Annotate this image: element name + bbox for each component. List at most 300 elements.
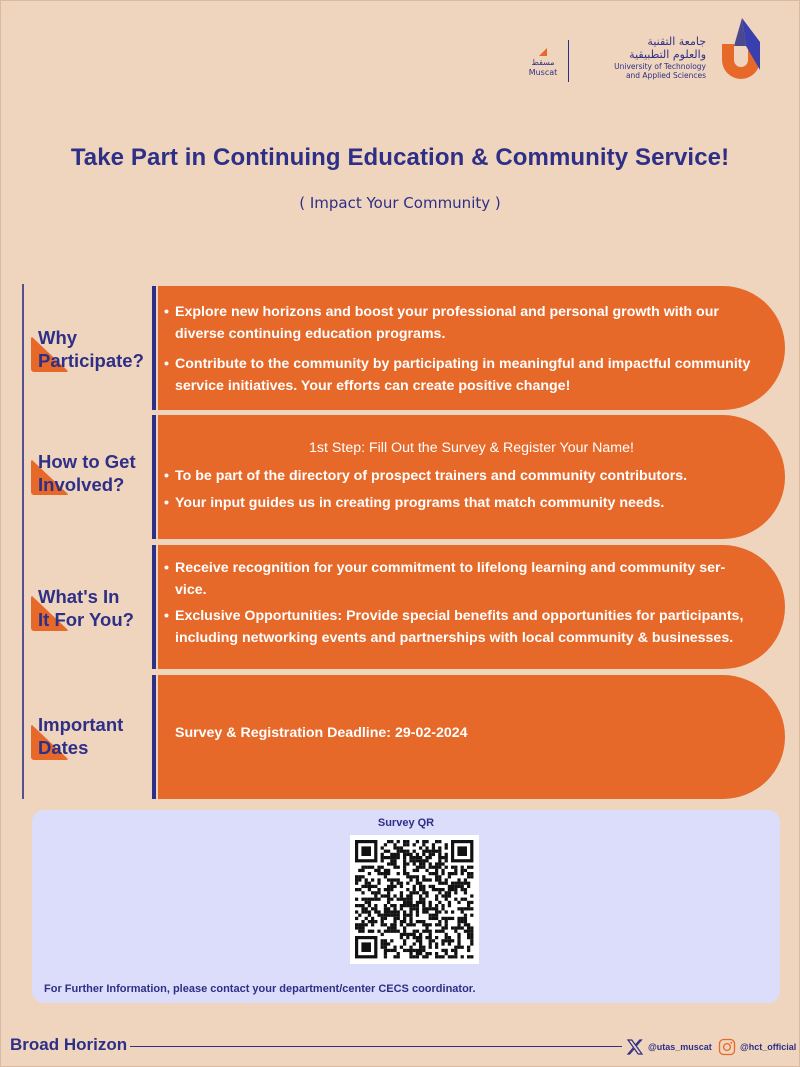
qr-module: [435, 917, 438, 920]
qr-module: [390, 930, 393, 933]
qr-module: [416, 853, 419, 856]
qr-module: [425, 936, 428, 939]
qr-module: [409, 933, 412, 936]
qr-module: [441, 894, 444, 897]
qr-module: [403, 930, 406, 933]
qr-module: [384, 856, 387, 859]
qr-module: [422, 840, 425, 843]
qr-module: [403, 910, 406, 913]
qr-module: [397, 898, 400, 901]
qr-module: [425, 923, 428, 926]
qr-module: [403, 840, 406, 843]
qr-module: [470, 942, 473, 945]
qr-module: [464, 888, 467, 891]
qr-module: [429, 933, 432, 936]
qr-module: [416, 904, 419, 907]
qr-module: [403, 843, 406, 846]
qr-module: [441, 907, 444, 910]
qr-module: [467, 949, 470, 952]
qr-module: [457, 901, 460, 904]
qr-module: [429, 862, 432, 865]
section-card: [158, 415, 785, 539]
qr-module: [461, 882, 464, 885]
qr-module: [403, 914, 406, 917]
qr-module: [457, 936, 460, 939]
qr-module: [432, 888, 435, 891]
qr-module: [355, 926, 358, 929]
qr-module: [355, 917, 358, 920]
qr-module: [429, 878, 432, 881]
qr-module: [377, 898, 380, 901]
qr-module: [425, 859, 428, 862]
survey-step-heading: 1st Step: Fill Out the Survey & Register Your Name!: [309, 440, 634, 456]
qr-module: [377, 866, 380, 869]
qr-module: [371, 891, 374, 894]
qr-module: [400, 894, 403, 897]
qr-module: [457, 946, 460, 949]
qr-module: [432, 914, 435, 917]
qr-module: [451, 939, 454, 942]
qr-module: [381, 917, 384, 920]
qr-module: [457, 917, 460, 920]
qr-module: [429, 885, 432, 888]
qr-module: [361, 942, 371, 952]
qr-module: [419, 898, 422, 901]
qr-module: [374, 898, 377, 901]
qr-module: [461, 869, 464, 872]
qr-module: [432, 907, 435, 910]
qr-module: [451, 888, 454, 891]
qr-module: [368, 920, 371, 923]
qr-module: [400, 936, 403, 939]
qr-module: [425, 952, 428, 955]
qr-module: [390, 949, 393, 952]
qr-module: [438, 888, 441, 891]
qr-module: [422, 843, 425, 846]
qr-module: [448, 872, 451, 875]
qr-module: [384, 875, 387, 878]
instagram-social-link[interactable]: [718, 1038, 796, 1056]
qr-module: [445, 898, 448, 901]
qr-module: [425, 891, 428, 894]
qr-module: [467, 955, 470, 958]
qr-module: [397, 840, 400, 843]
qr-module: [384, 869, 387, 872]
qr-module: [464, 869, 467, 872]
qr-module: [358, 875, 361, 878]
qr-module: [361, 866, 364, 869]
qr-module: [371, 878, 374, 881]
qr-module: [438, 866, 441, 869]
qr-module: [409, 952, 412, 955]
qr-module: [441, 949, 444, 952]
qr-module: [413, 907, 416, 910]
qr-module: [422, 946, 425, 949]
qr-module: [384, 910, 387, 913]
qr-module: [429, 907, 432, 910]
qr-module: [432, 872, 435, 875]
bullet-item: [164, 605, 759, 649]
qr-module: [461, 907, 464, 910]
qr-module: [368, 904, 371, 907]
qr-module: [384, 907, 387, 910]
qr-module: [429, 850, 432, 853]
qr-module: [435, 923, 438, 926]
qr-module: [445, 891, 448, 894]
qr-module: [387, 840, 390, 843]
contact-note: For Further Information, please contact your department/center CECS coordinator.: [44, 983, 476, 995]
qr-module: [422, 955, 425, 958]
section-label-line1: What's In: [38, 586, 120, 607]
qr-module: [435, 946, 438, 949]
qr-module: [390, 885, 393, 888]
qr-module: [371, 930, 374, 933]
qr-module: [429, 930, 432, 933]
qr-module: [387, 894, 390, 897]
qr-module: [445, 917, 448, 920]
qr-module: [397, 882, 400, 885]
qr-module: [416, 907, 419, 910]
qr-module: [393, 920, 396, 923]
qr-module: [416, 840, 419, 843]
qr-module: [406, 853, 409, 856]
qr-module: [384, 923, 387, 926]
qr-module: [416, 955, 419, 958]
qr-module: [416, 936, 419, 939]
qr-module: [365, 923, 368, 926]
qr-module: [384, 894, 387, 897]
qr-module: [361, 910, 364, 913]
qr-module: [361, 907, 364, 910]
qr-module: [368, 898, 371, 901]
section-label-line2: Participate?: [38, 350, 144, 371]
qr-module: [467, 904, 470, 907]
qr-module: [381, 939, 384, 942]
qr-module: [409, 894, 412, 897]
qr-module: [441, 917, 444, 920]
qr-module: [387, 856, 390, 859]
qr-module: [355, 875, 358, 878]
section-card: [158, 675, 785, 799]
qr-module: [445, 926, 448, 929]
section-label: [38, 450, 136, 496]
qr-module: [470, 872, 473, 875]
qr-module: [419, 882, 422, 885]
qr-module: [368, 930, 371, 933]
qr-module: [381, 946, 384, 949]
qr-module: [416, 882, 419, 885]
qr-module: [377, 888, 380, 891]
qr-module: [406, 904, 409, 907]
qr-module: [429, 939, 432, 942]
qr-module: [365, 898, 368, 901]
section-label: [38, 585, 134, 631]
qr-module: [368, 888, 371, 891]
qr-module: [419, 936, 422, 939]
qr-module: [445, 853, 448, 856]
qr-module: [374, 885, 377, 888]
qr-module: [451, 949, 454, 952]
qr-module: [445, 878, 448, 881]
qr-module: [422, 859, 425, 862]
bullet-line: Exclusive Opportunities: Provide special benefits and opportunities for participants,: [175, 608, 744, 624]
qr-module: [454, 926, 457, 929]
qr-module: [400, 891, 403, 894]
qr-module: [419, 846, 422, 849]
qr-module: [464, 898, 467, 901]
qr-module: [457, 926, 460, 929]
qr-module: [470, 901, 473, 904]
qr-module: [403, 862, 406, 865]
qr-module: [390, 888, 393, 891]
qr-module: [435, 894, 438, 897]
bullet-item: [164, 557, 759, 601]
x-logo-icon: [626, 1038, 644, 1056]
qr-module: [409, 946, 412, 949]
qr-module: [422, 910, 425, 913]
section-label-line2: It For You?: [38, 609, 134, 630]
qr-module: [454, 952, 457, 955]
qr-module: [445, 933, 448, 936]
survey-qr-code[interactable]: [350, 835, 479, 964]
qr-module: [432, 850, 435, 853]
qr-module: [445, 882, 448, 885]
bullet-line: including networking events and partnerships with local community & businesses.: [175, 630, 734, 646]
qr-module: [377, 869, 380, 872]
qr-module: [425, 910, 428, 913]
qr-module: [451, 882, 454, 885]
utas-emblem-icon: [716, 16, 766, 84]
qr-module: [390, 923, 393, 926]
qr-module: [358, 888, 361, 891]
qr-module: [441, 856, 444, 859]
qr-module: [416, 891, 419, 894]
qr-module: [422, 930, 425, 933]
qr-module: [413, 850, 416, 853]
qr-module: [422, 898, 425, 901]
qr-module: [470, 907, 473, 910]
qr-module: [397, 853, 400, 856]
qr-panel: [32, 810, 780, 1003]
qr-module: [422, 888, 425, 891]
qr-module: [422, 923, 425, 926]
qr-module: [425, 955, 428, 958]
qr-module: [422, 907, 425, 910]
qr-module: [397, 878, 400, 881]
qr-module: [361, 920, 364, 923]
qr-module: [457, 907, 460, 910]
qr-module: [384, 904, 387, 907]
page-title: Take Part in Continuing Education & Community Service!: [70, 144, 730, 171]
qr-module: [368, 866, 371, 869]
qr-module: [419, 952, 422, 955]
qr-module: [403, 942, 406, 945]
qr-module: [457, 942, 460, 945]
qr-module: [368, 885, 371, 888]
qr-module: [397, 930, 400, 933]
qr-module: [457, 878, 460, 881]
qr-module: [435, 942, 438, 945]
qr-module: [384, 939, 387, 942]
qr-module: [441, 926, 444, 929]
qr-module: [454, 930, 457, 933]
qr-module: [467, 930, 470, 933]
qr-module: [390, 926, 393, 929]
qr-module: [438, 846, 441, 849]
qr-module: [400, 923, 403, 926]
qr-module: [406, 923, 409, 926]
qr-module: [393, 907, 396, 910]
qr-module: [384, 942, 387, 945]
qr-module: [390, 878, 393, 881]
qr-module: [409, 878, 412, 881]
qr-module: [397, 917, 400, 920]
qr-module: [425, 878, 428, 881]
qr-module: [365, 910, 368, 913]
qr-module: [406, 949, 409, 952]
qr-module: [361, 904, 364, 907]
qr-module: [384, 946, 387, 949]
qr-module: [377, 872, 380, 875]
qr-module: [393, 917, 396, 920]
qr-module: [384, 949, 387, 952]
qr-module: [397, 856, 400, 859]
qr-module: [381, 856, 384, 859]
qr-module: [451, 910, 454, 913]
qr-module: [406, 933, 409, 936]
qr-module: [381, 923, 384, 926]
qr-module: [464, 891, 467, 894]
qr-module: [451, 917, 454, 920]
qr-module: [429, 917, 432, 920]
qr-module: [409, 898, 412, 901]
qr-module: [403, 850, 406, 853]
qr-module: [416, 878, 419, 881]
qr-module: [413, 904, 416, 907]
qr-module: [397, 914, 400, 917]
section-label-line2: Dates: [38, 737, 89, 758]
qr-module: [448, 904, 451, 907]
qr-module: [441, 904, 444, 907]
qr-module: [425, 869, 428, 872]
qr-module: [435, 930, 438, 933]
qr-module: [365, 917, 368, 920]
qr-module: [413, 891, 416, 894]
qr-module: [358, 869, 361, 872]
qr-module: [403, 939, 406, 942]
qr-module: [403, 859, 406, 862]
qr-module: [403, 917, 406, 920]
qr-module: [371, 920, 374, 923]
qr-module: [454, 955, 457, 958]
qr-module: [432, 939, 435, 942]
qr-module: [416, 914, 419, 917]
qr-module: [435, 952, 438, 955]
qr-module: [448, 917, 451, 920]
qr-module: [422, 901, 425, 904]
qr-module: [464, 917, 467, 920]
qr-module: [435, 910, 438, 913]
qr-module: [409, 859, 412, 862]
qr-module: [393, 878, 396, 881]
qr-module: [390, 853, 393, 856]
qr-module: [419, 859, 422, 862]
qr-module: [361, 875, 364, 878]
qr-module: [438, 878, 441, 881]
qr-module: [419, 920, 422, 923]
x-social-link[interactable]: [626, 1038, 712, 1056]
qr-module: [470, 939, 473, 942]
qr-module: [358, 926, 361, 929]
section-card: [158, 286, 785, 410]
qr-module: [390, 898, 393, 901]
x-handle: @utas_muscat: [648, 1042, 712, 1052]
qr-module: [413, 843, 416, 846]
qr-module: [438, 875, 441, 878]
qr-module: [374, 891, 377, 894]
qr-module: [406, 862, 409, 865]
qr-module: [393, 930, 396, 933]
qr-module: [445, 859, 448, 862]
qr-module: [438, 882, 441, 885]
qr-module: [422, 862, 425, 865]
qr-module: [400, 850, 403, 853]
qr-module: [438, 840, 441, 843]
qr-module: [435, 955, 438, 958]
qr-module: [416, 859, 419, 862]
qr-module: [422, 850, 425, 853]
qr-module: [464, 923, 467, 926]
qr-module: [435, 936, 438, 939]
qr-module: [451, 955, 454, 958]
qr-module: [390, 939, 393, 942]
qr-module: [438, 910, 441, 913]
qr-module: [464, 920, 467, 923]
qr-module: [454, 898, 457, 901]
qr-module: [451, 885, 454, 888]
qr-module: [374, 894, 377, 897]
qr-module: [457, 846, 467, 856]
qr-module: [454, 882, 457, 885]
qr-module: [470, 926, 473, 929]
qr-module: [400, 904, 403, 907]
qr-module: [384, 930, 387, 933]
qr-module: [435, 850, 438, 853]
qr-module: [390, 862, 393, 865]
qr-module: [361, 923, 364, 926]
qr-module: [393, 926, 396, 929]
qr-module: [413, 856, 416, 859]
qr-module: [406, 888, 409, 891]
qr-module: [419, 946, 422, 949]
qr-module: [406, 875, 409, 878]
university-name-ar-line2: والعلوم التطبيقية: [629, 47, 706, 61]
section-label: [38, 326, 144, 372]
qr-module: [441, 930, 444, 933]
qr-module: [454, 885, 457, 888]
qr-module: [457, 882, 460, 885]
qr-module: [365, 866, 368, 869]
qr-module: [387, 872, 390, 875]
qr-module: [381, 942, 384, 945]
qr-module: [470, 930, 473, 933]
qr-module: [397, 866, 400, 869]
qr-module: [374, 907, 377, 910]
qr-module: [435, 875, 438, 878]
qr-module: [397, 850, 400, 853]
qr-module: [445, 894, 448, 897]
qr-module: [381, 866, 384, 869]
